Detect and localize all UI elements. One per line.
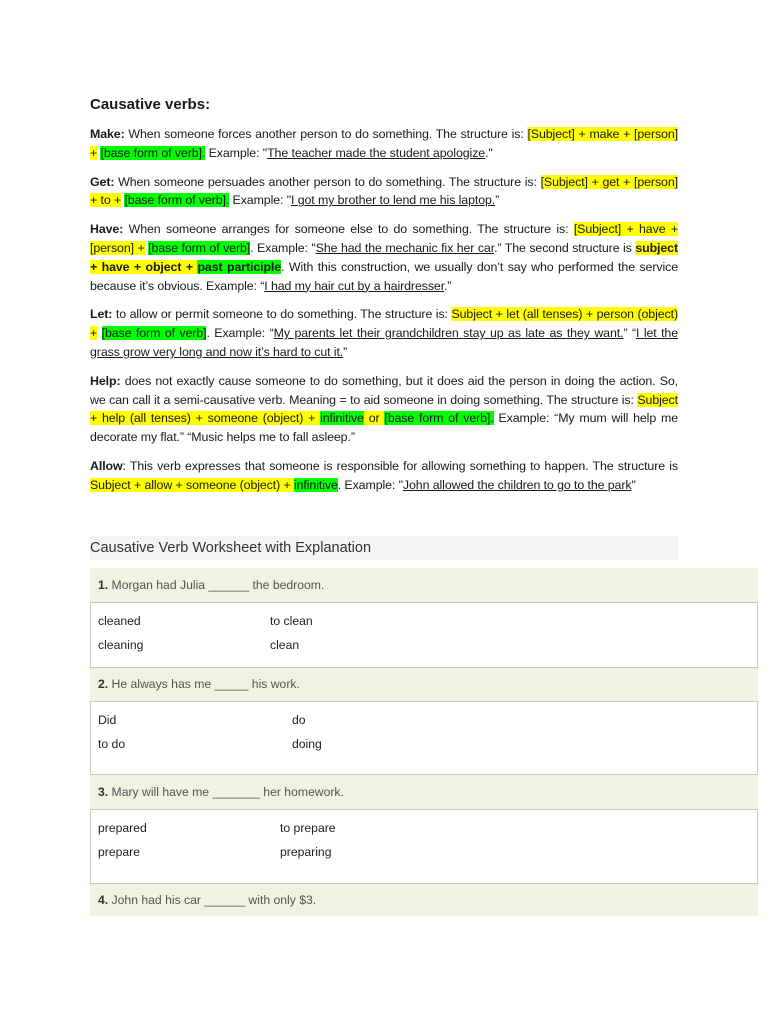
option-a[interactable]: prepared — [98, 821, 147, 835]
have-definition: Have: When someone arranges for someone else to do something. The structure is: [Subject] + have + [person] + [base form of verb]. Example: "She had the mechanic fix her car.” The second structure is subject + have + object + past participle. With this construction, we usually don’t say who performed the service because it’s obvious. Example: “I had my hair cut by a hairdresser.” — [90, 222, 678, 293]
question-1-options — [90, 602, 758, 668]
question-4: 4. John had his car ______ with only $3. — [90, 884, 758, 916]
option-d[interactable]: preparing — [280, 845, 332, 859]
make-definition: Make: When someone forces another person to do something. The structure is: [Subject] + make + [person] + [base form of verb]. Example: "The teacher made the student apologize." — [90, 127, 679, 160]
help-definition: Help: does not exactly cause someone to do something, but it does aid the person in doing the action. So, we can call it a semi-causative verb. Meaning = to aid someone in doing something. The structure is: Subject + help (all tenses) + someone (object) + infinitive or [base form of verb]. Example: “My mum will help me decorate my flat.” “Music helps me to fall asleep.” — [90, 373, 678, 445]
have-example-2: I had my hair cut by a hairdresser — [264, 278, 445, 293]
option-c[interactable]: prepare — [98, 845, 141, 859]
option-d[interactable]: doing — [292, 737, 322, 751]
make-example: The teacher made the student apologize — [267, 145, 486, 160]
option-d[interactable]: clean — [270, 638, 300, 652]
allow-definition: Allow: This verb expresses that someone is responsible for allowing something to happen. The structure is Subject + allow + someone (object) + infinitive. Example: "John allowed the children to go to the park" — [90, 458, 678, 492]
option-b[interactable]: to clean — [270, 614, 313, 628]
causative-verbs-section — [90, 96, 678, 505]
worksheet-title: Causative Verb Worksheet with Explanation — [90, 536, 678, 560]
let-example-2: I let the grass grow very long and now it’s hard to cut it. — [90, 326, 679, 359]
allow-example: John allowed the children to go to the park — [402, 477, 632, 492]
option-b[interactable]: to prepare — [280, 821, 336, 835]
get-example: I got my brother to lend me his laptop. — [291, 193, 496, 208]
option-a[interactable]: cleaned — [98, 614, 141, 628]
let-definition: Let: to allow or permit someone to do something. The structure is: Subject + let (all tenses) + person (object) + [base form of verb]. Example: “My parents let their grandchildren stay up as late as they want.” “I let the grass grow very long and now it’s hard to cut it.” — [90, 307, 679, 359]
question-3-options — [90, 809, 758, 884]
let-example: My parents let their grandchildren stay up as late as they want. — [273, 326, 624, 341]
get-definition: Get: When someone persuades another person to do something. The structure is: [Subject] + get + [person] + to + [base form of verb]. Example: "I got my brother to lend me his laptop.” — [90, 174, 678, 208]
option-c[interactable]: cleaning — [98, 638, 144, 652]
option-c[interactable]: to do — [98, 737, 126, 751]
question-2-options — [90, 701, 758, 775]
question-1: 1. Morgan had Julia ______ the bedroom. — [90, 568, 758, 602]
option-b[interactable]: do — [292, 713, 306, 727]
option-a[interactable]: Did — [98, 713, 117, 727]
question-3: 3. Mary will have me _______ her homework. — [90, 775, 758, 809]
have-example: She had the mechanic fix her car — [315, 240, 495, 255]
page-title: Causative verbs: — [90, 96, 211, 113]
question-2: 2. He always has me _____ his work. — [90, 668, 758, 701]
